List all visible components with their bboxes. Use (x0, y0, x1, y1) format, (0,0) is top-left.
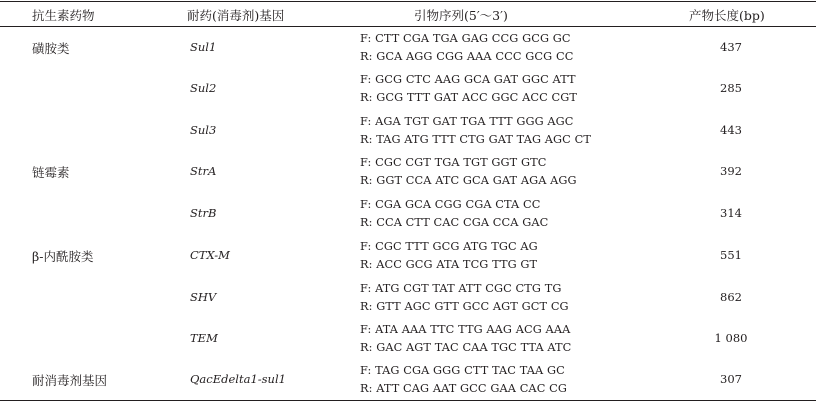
reverse-primer: R: ACC GCG ATA TCG TTG GT (360, 257, 538, 271)
reverse-primer: R: GCG TTT GAT ACC GGC ACC CGT (360, 90, 578, 104)
table-row (0, 359, 816, 401)
gene-cell: StrB (190, 206, 217, 220)
forward-primer: F: TAG CGA GGG CTT TAC TAA GC (360, 364, 565, 377)
table-row (0, 110, 816, 152)
size-cell: 392 (720, 164, 742, 178)
drug-cell: 耐消毒剂基因 (32, 373, 108, 388)
gene-cell: SHV (190, 290, 217, 304)
forward-primer: F: AGA TGT GAT TGA TTT GGG AGC (360, 115, 574, 128)
size-cell: 285 (720, 81, 742, 95)
gene-cell: Sul2 (190, 81, 217, 95)
size-cell: 1 080 (714, 331, 748, 345)
gene-cell: QacEdelta1-sul1 (190, 372, 286, 386)
header-gene: 耐药(消毒剂)基因 (187, 8, 285, 23)
forward-primer: F: CTT CGA TGA GAG CCG GCG GC (360, 32, 571, 45)
table-row (0, 68, 816, 110)
forward-primer: F: CGC CGT TGA TGT GGT GTC (360, 156, 547, 169)
table-row (0, 27, 816, 69)
primer-cell (360, 154, 577, 189)
gene-cell: StrA (190, 164, 217, 178)
primer-cell (360, 113, 591, 148)
header-primer: 引物序列(5′～3′) (414, 8, 508, 23)
drug-cell: 磺胺类 (32, 41, 70, 56)
reverse-primer: R: ATT CAG AAT GCC GAA CAC CG (360, 381, 567, 395)
table-row (0, 235, 816, 277)
reverse-primer: R: GGT CCA ATC GCA GAT AGA AGG (360, 173, 577, 187)
header-drug: 抗生素药物 (32, 8, 95, 23)
forward-primer: F: ATG CGT TAT ATT CGC CTG TG (360, 282, 562, 295)
header-size: 产物长度(bp) (689, 8, 765, 23)
reverse-primer: R: GCA AGG CGG AAA CCC GCG CC (360, 49, 574, 63)
reverse-primer: R: GAC AGT TAC CAA TGC TTA ATC (360, 340, 572, 354)
size-cell: 551 (720, 248, 742, 262)
primer-cell (360, 196, 548, 231)
gene-cell: Sul3 (190, 123, 217, 137)
size-cell: 443 (720, 123, 742, 137)
reverse-primer: R: GTT AGC GTT GCC AGT GCT CG (360, 299, 569, 313)
gene-cell: Sul1 (190, 40, 217, 54)
table-row (0, 151, 816, 193)
forward-primer: F: ATA AAA TTC TTG AAG ACG AAA (360, 323, 571, 336)
table-row (0, 193, 816, 235)
reverse-primer: R: TAG ATG TTT CTG GAT TAG AGC CT (360, 132, 591, 146)
size-cell: 437 (720, 40, 742, 54)
primer-cell (360, 362, 567, 397)
size-cell: 862 (720, 290, 742, 304)
table-row (0, 277, 816, 319)
size-cell: 314 (720, 206, 742, 220)
gene-cell: CTX-M (190, 248, 230, 262)
primer-cell (360, 321, 571, 356)
bottom-rule (0, 400, 816, 401)
reverse-primer: R: CCA CTT CAC CGA CCA GAC (360, 215, 549, 229)
primer-cell (360, 30, 573, 65)
primer-cell (360, 238, 538, 273)
forward-primer: F: CGC TTT GCG ATG TGC AG (360, 240, 538, 253)
primer-cell (360, 280, 569, 315)
size-cell: 307 (720, 372, 742, 386)
table-row (0, 318, 816, 360)
drug-cell: 链霉素 (32, 165, 70, 180)
primer-cell (360, 71, 577, 106)
table-header (0, 2, 816, 26)
gene-cell: TEM (190, 331, 218, 345)
forward-primer: F: CGA GCA CGG CGA CTA CC (360, 198, 541, 211)
forward-primer: F: GCG CTC AAG GCA GAT GGC ATT (360, 73, 576, 86)
drug-cell: β-内酰胺类 (32, 249, 94, 264)
